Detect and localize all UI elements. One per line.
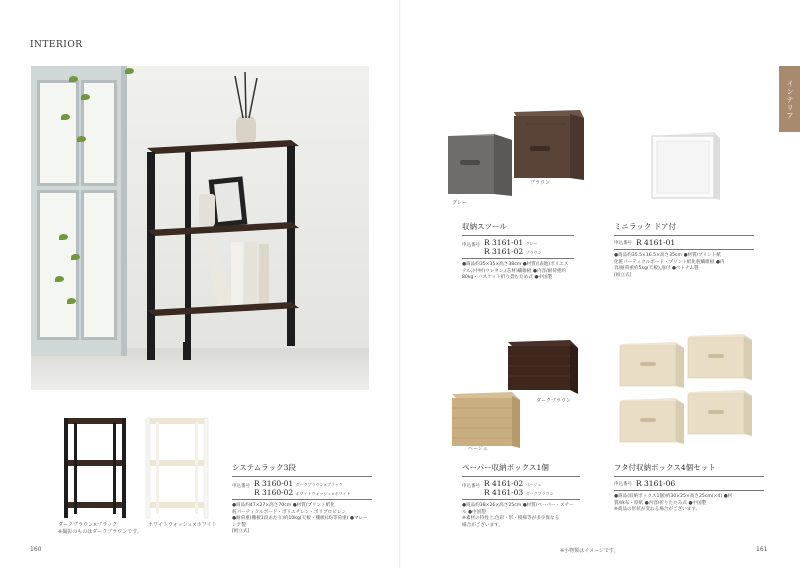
rack-dark-image [60, 412, 130, 522]
photo-window [31, 66, 127, 356]
page-number-left: 160 [30, 546, 42, 553]
side-tab-label: インテリア [786, 80, 794, 120]
rack-code-2: R 3160-02 [254, 488, 294, 497]
minirack-description: ●商品約35.5×16.5×高さ35cm ●材質/プリント紙 化粧パーティクルボード・プリント紙化粧繊維板 ●内 容/耐荷重約5kg(天板),扉付 ●ベトナム製 [組立式] [614, 253, 725, 278]
stool-brown-label: ブラウン [530, 180, 551, 186]
paperbox-dark-label: ダークブラウン [536, 398, 572, 404]
stool-info: 収納スツール 申込番号 R 3161-01 グレー R 3161-02 ブラウン ●商品約35×35×高さ38cm ●材質/(表地)ポリエス テル,(中材)ウレタン,(芯材)繊維板 ●内容/耐荷重約 80kg・バスケット折り畳むため式 ●中国製 [462, 221, 574, 282]
minirack-code: R 4161-01 [636, 238, 676, 247]
paperbox-name: ペーパー収納ボックス1個 [462, 463, 549, 472]
stool-description: ●商品約35×35×高さ38cm ●材質/(表地)ポリエス テル,(中材)ウレタン,(芯材)繊維板 ●内容/耐荷重約 80kg・バスケット折り畳むため式 ●中国製 [462, 262, 569, 280]
lidbox-image [614, 330, 758, 456]
page-fold [399, 0, 401, 568]
lidbox-code: R 3161-06 [636, 479, 676, 488]
lidbox-name: フタ付収納ボックス4個セット [614, 463, 716, 472]
rack-code-1: R 3160-01 [254, 479, 294, 488]
rack-info: システムラック3段 申込番号 R 3160-01 ダークブラウン×ブラック R 3160-02 ホワイトウォッシュ×ホワイト ●商品約47×27×高さ70cm ●材質/プリント紙化 粧パーティクルボード・ポリエチレン・ポリプロピレン ●耐荷重(棚板1段あたり)約10kg(天板・棚板)(均等荷重) ●マレー シア製 [組立式] [232, 462, 372, 536]
stool-code-1: R 3161-01 [484, 238, 524, 247]
paperbox-code-1: R 4161-02 [484, 479, 524, 488]
rack-dark-caption: ダークブラウン×ブラック ※撮影のものはダークブラウンです。 [58, 522, 142, 535]
rack-name: システムラック3段 [232, 463, 296, 472]
stool-image [442, 104, 592, 204]
minirack-name: ミニラック ドア付 [614, 222, 677, 231]
room-photo [31, 66, 369, 390]
paperbox-code-2: R 4161-03 [484, 488, 524, 497]
rack-code-label: 申込番号 [232, 484, 250, 489]
paperbox-beige-label: ベージュ [468, 446, 488, 452]
paperbox-image [446, 336, 586, 454]
side-tab[interactable] [779, 66, 800, 132]
page-number-right: 161 [756, 546, 768, 553]
lidbox-info: フタ付収納ボックス4個セット 申込番号 R 3161-06 ●商品(収納ボックス1個)約30×25×高さ25cm(×4) ●材 質/麻布・厚紙 ●内容/折りたたみ式 ●中国製 ※商品の形状が変わる場合がございます。 [614, 462, 764, 514]
minirack-image [648, 128, 724, 204]
footer-note: ※小物類はイメージです。 [560, 548, 619, 554]
rack-white-caption: ホワイトウォッシュ×ホワイト [148, 522, 217, 528]
stool-code-2: R 3161-02 [484, 247, 524, 256]
section-title: INTERIOR [30, 40, 83, 50]
stool-name: 収納スツール [462, 222, 507, 231]
paperbox-info: ペーパー収納ボックス1個 申込番号 R 4161-02 ベージュ R 4161-03 ダークブラウン ●商品約38×26×高さ25cm ●材質/ペーパー・スチー ル ●中国製 ※素材の特性上,色彩・形・模様等が多少異なる 場合がございます。 [462, 462, 580, 529]
rack-description: ●商品約47×27×高さ70cm ●材質/プリント紙化 粧パーティクルボード・ポリエチレン・ポリプロピレン ●耐荷重(棚板1段あたり)約10kg(天板・棚板)(均等荷重) ●マレー シア製 [組立式] [232, 503, 368, 534]
rack-photo-illustration [141, 66, 369, 390]
paperbox-description: ●商品約38×26×高さ25cm ●材質/ペーパー・スチー ル ●中国製 ※素材の特性上,色彩・形・模様等が多少異なる 場合がございます。 [462, 503, 574, 528]
rack-white-image [142, 412, 212, 522]
lidbox-description: ●商品(収納ボックス1個)約30×25×高さ25cm(×4) ●材 質/麻布・厚紙 ●内容/折りたたみ式 ●中国製 ※商品の形状が変わる場合がございます。 [614, 494, 733, 512]
stool-gray-label: グレー [452, 200, 468, 206]
minirack-info: ミニラック ドア付 申込番号 R 4161-01 ●商品約35.5×16.5×高さ35cm ●材質/プリント紙 化粧パーティクルボード・プリント紙化粧繊維板 ●内 容/耐荷重約5kg(天板),扉付 ●ベトナム製 [組立式] [614, 221, 754, 279]
